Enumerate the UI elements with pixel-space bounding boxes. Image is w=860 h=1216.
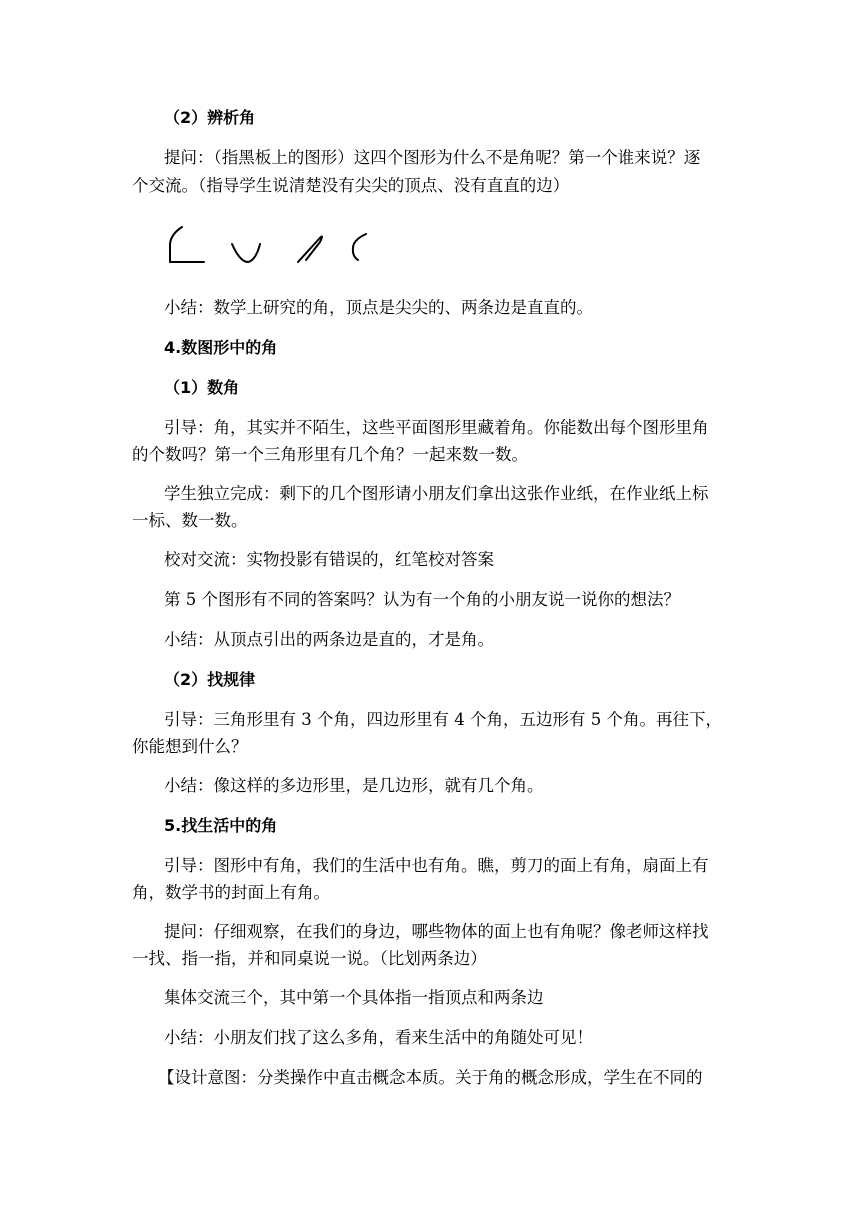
subheading-count-angles: （1）数角 — [164, 378, 240, 397]
guide-paragraph-line-2: 的个数吗？第一个三角形里有几个角？一起来数一数。 — [132, 445, 528, 464]
summary-2: 小结：从顶点引出的两条边是直的，才是角。 — [164, 630, 494, 649]
life-guide-line-2: 角，数学书的封面上有角。 — [132, 883, 330, 902]
rounded-vertex-figure — [170, 227, 204, 262]
student-task-line-2: 一标、数一数。 — [132, 511, 248, 530]
non-angle-figures — [160, 222, 380, 270]
life-guide-line-1: 引导：图形中有角，我们的生活中也有角。瞧，剪刀的面上有角，扇面上有 — [164, 856, 709, 875]
check-exchange-paragraph: 校对交流：实物投影有错误的，红笔校对答案 — [164, 550, 494, 569]
guide-paragraph-line-1: 引导：角，其实并不陌生，这些平面图形里藏着角。你能数出每个图形里角 — [164, 418, 709, 437]
section-heading-life-angles: 5.找生活中的角 — [164, 816, 278, 835]
summary-3: 小结：像这样的多边形里，是几边形，就有几个角。 — [164, 776, 544, 795]
design-intent-line: 【设计意图：分类操作中直击概念本质。关于角的概念形成，学生在不同的 — [158, 1068, 703, 1087]
summary-1: 小结：数学上研究的角，顶点是尖尖的、两条边是直直的。 — [164, 298, 593, 317]
curved-v-figure — [232, 244, 260, 262]
observe-question-line-1: 提问：仔细观察，在我们的身边，哪些物体的面上也有角呢？像老师这样找 — [164, 922, 709, 941]
pattern-paragraph-line-1: 引导：三角形里有 3 个角，四边形里有 4 个角，五边形有 5 个角。再往下， — [164, 710, 722, 729]
section-heading-count-angles: 4.数图形中的角 — [164, 338, 278, 357]
pattern-paragraph-line-2: 你能想到什么？ — [132, 737, 248, 756]
question-paragraph-line-1: 提问：（指黑板上的图形）这四个图形为什么不是角呢？第一个谁来说？逐 — [164, 148, 701, 167]
section-heading-identify-angle: （2）辨析角 — [164, 108, 256, 127]
group-exchange-paragraph: 集体交流三个，其中第一个具体指一指顶点和两条边 — [164, 988, 544, 1007]
rounded-slash-figure — [298, 236, 322, 262]
summary-4: 小结：小朋友们找了这么多角，看来生活中的角随处可见！ — [164, 1028, 593, 1047]
fifth-figure-question: 第 5 个图形有不同的答案吗？认为有一个角的小朋友说一说你的想法？ — [164, 590, 680, 609]
question-paragraph-line-2: 个交流。（指导学生说清楚没有尖尖的顶点、没有直直的边） — [132, 176, 570, 195]
subheading-find-pattern: （2）找规律 — [164, 670, 256, 689]
arc-figure — [353, 234, 366, 260]
observe-question-line-2: 一找、指一指，并和同桌说一说。（比划两条边） — [132, 949, 487, 968]
student-task-line-1: 学生独立完成：剩下的几个图形请小朋友们拿出这张作业纸，在作业纸上标 — [164, 484, 709, 503]
